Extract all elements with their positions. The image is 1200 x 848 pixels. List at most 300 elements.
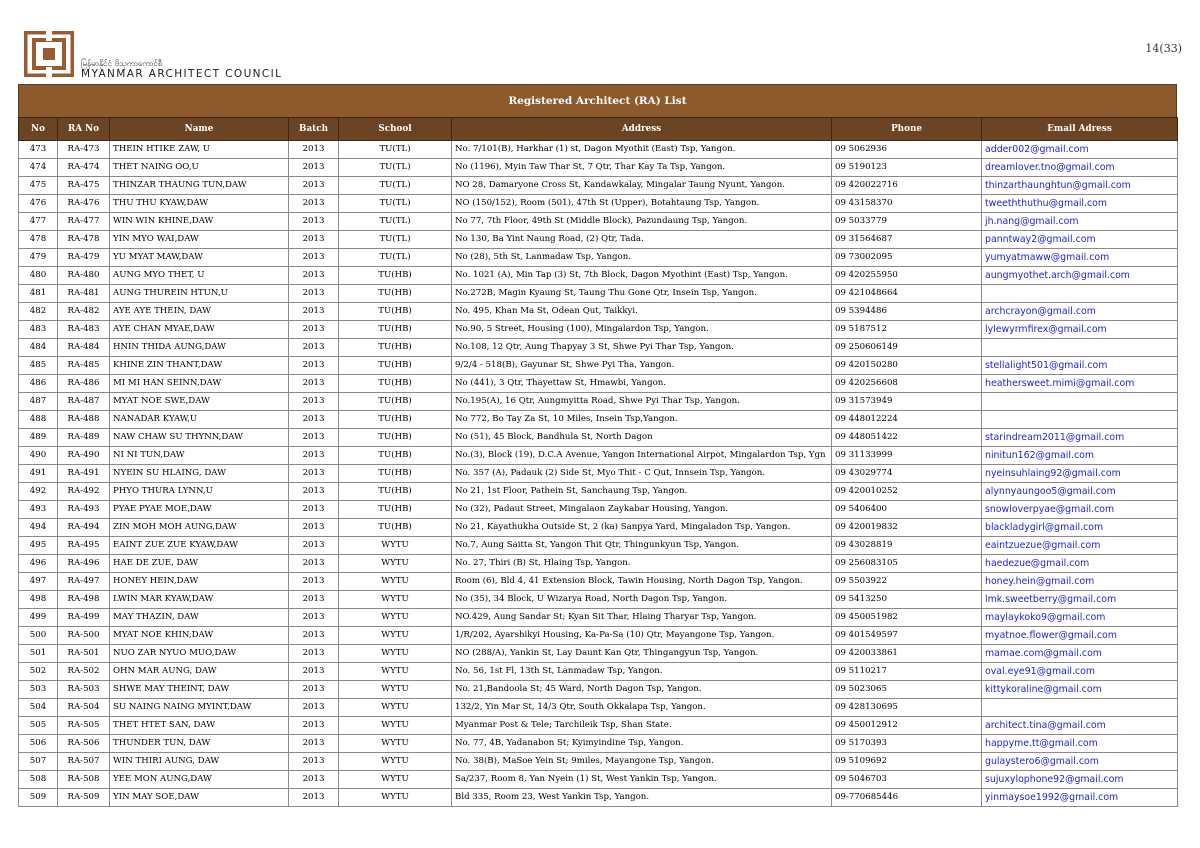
col-no-cell: 495: [19, 537, 58, 555]
col-no-cell: 503: [19, 681, 58, 699]
col-name-cell: YIN MYO WAI,DAW: [110, 231, 289, 249]
col-phone-cell: 09 420256608: [832, 375, 982, 393]
col-batch-cell: 2013: [289, 789, 339, 807]
col-phone-cell: 09 421048664: [832, 285, 982, 303]
col-ra-no-cell: RA-481: [58, 285, 110, 303]
org-name-english: MYANMAR ARCHITECT COUNCIL: [81, 68, 283, 80]
col-ra-no-cell: RA-484: [58, 339, 110, 357]
col-email-cell: [982, 411, 1178, 429]
col-ra-no-header: RA No: [58, 118, 110, 141]
col-email-cell[interactable]: lylewyrmfirex@gmail.com: [982, 321, 1178, 339]
col-name-cell: HAE DE ZUE, DAW: [110, 555, 289, 573]
col-no-cell: 489: [19, 429, 58, 447]
col-no-cell: 487: [19, 393, 58, 411]
col-school-cell: TU(HB): [339, 447, 452, 465]
col-phone-cell: 09 73002095: [832, 249, 982, 267]
col-ra-no-cell: RA-475: [58, 177, 110, 195]
col-batch-cell: 2013: [289, 231, 339, 249]
col-address-cell: Bld 335, Room 23, West Yankin Tsp, Yangon.: [452, 789, 832, 807]
col-name-cell: MI MI HAN SEINN,DAW: [110, 375, 289, 393]
col-no-cell: 482: [19, 303, 58, 321]
col-email-cell[interactable]: oval.eye91@gmail.com: [982, 663, 1178, 681]
col-phone-cell: 09 5406400: [832, 501, 982, 519]
col-name-cell: PYAE PYAE MOE,DAW: [110, 501, 289, 519]
col-no-cell: 475: [19, 177, 58, 195]
col-address-cell: No (32), Padaut Street, Mingalaon Zaykabar Housing, Yangon.: [452, 501, 832, 519]
col-no-cell: 490: [19, 447, 58, 465]
col-email-cell[interactable]: stellalight501@gmail.com: [982, 357, 1178, 375]
col-ra-no-cell: RA-476: [58, 195, 110, 213]
col-ra-no-cell: RA-507: [58, 753, 110, 771]
col-ra-no-cell: RA-504: [58, 699, 110, 717]
col-ra-no-cell: RA-482: [58, 303, 110, 321]
col-phone-cell: 09 31573949: [832, 393, 982, 411]
col-email-cell[interactable]: alynnyaungoo5@gmail.com: [982, 483, 1178, 501]
col-address-cell: No 772, Bo Tay Za St, 10 Miles, Insein Tsp,Yangon.: [452, 411, 832, 429]
table-row: [19, 591, 1178, 609]
col-no-cell: 491: [19, 465, 58, 483]
col-school-cell: TU(TL): [339, 195, 452, 213]
col-phone-cell: 09 43028819: [832, 537, 982, 555]
col-name-cell: NANADAR KYAW,U: [110, 411, 289, 429]
col-name-cell: AYE CHAN MYAE,DAW: [110, 321, 289, 339]
col-name-cell: THEIN HTIKE ZAW, U: [110, 141, 289, 159]
col-no-cell: 480: [19, 267, 58, 285]
table-row: [19, 483, 1178, 501]
col-no-cell: 479: [19, 249, 58, 267]
col-address-cell: No.272B, Magin Kyaung St, Taung Thu Gone Qtr, Insein Tsp, Yangon.: [452, 285, 832, 303]
col-batch-cell: 2013: [289, 429, 339, 447]
col-phone-cell: 09 5187512: [832, 321, 982, 339]
col-batch-cell: 2013: [289, 501, 339, 519]
col-no-cell: 492: [19, 483, 58, 501]
col-no-cell: 508: [19, 771, 58, 789]
col-school-cell: TU(HB): [339, 501, 452, 519]
table-row: [19, 231, 1178, 249]
col-school-cell: TU(TL): [339, 141, 452, 159]
col-email-cell[interactable]: archcrayon@gmail.com: [982, 303, 1178, 321]
col-name-cell: MYAT NOE SWE,DAW: [110, 393, 289, 411]
col-email-cell[interactable]: blackladygirl@gmail.com: [982, 519, 1178, 537]
col-phone-cell: 09 256083105: [832, 555, 982, 573]
col-no-cell: 478: [19, 231, 58, 249]
col-no-cell: 501: [19, 645, 58, 663]
col-school-cell: TU(HB): [339, 339, 452, 357]
col-email-cell: [982, 339, 1178, 357]
col-address-cell: No (28), 5th St, Lanmadaw Tsp, Yangon.: [452, 249, 832, 267]
col-phone-cell: 09 450051982: [832, 609, 982, 627]
col-email-cell[interactable]: jh.nang@gmail.com: [982, 213, 1178, 231]
col-no-cell: 504: [19, 699, 58, 717]
col-email-cell[interactable]: myatnoe.flower@gmail.com: [982, 627, 1178, 645]
col-batch-cell: 2013: [289, 735, 339, 753]
col-no-cell: 481: [19, 285, 58, 303]
col-phone-cell: 09 448012224: [832, 411, 982, 429]
col-batch-cell: 2013: [289, 447, 339, 465]
col-no-cell: 494: [19, 519, 58, 537]
col-address-cell: NO 28, Damaryone Cross St, Kandawkalay, Mingalar Taung Nyunt, Yangon.: [452, 177, 832, 195]
table-row: [19, 789, 1178, 807]
col-ra-no-cell: RA-502: [58, 663, 110, 681]
col-email-cell[interactable]: starindream2011@gmail.com: [982, 429, 1178, 447]
col-email-cell[interactable]: snowloverpyae@gmail.com: [982, 501, 1178, 519]
table-row: [19, 213, 1178, 231]
col-ra-no-cell: RA-503: [58, 681, 110, 699]
col-email-cell[interactable]: gulaystero6@gmail.com: [982, 753, 1178, 771]
ra-table: [18, 117, 1178, 807]
col-address-cell: No (51), 45 Block, Bandhula St, North Dagon: [452, 429, 832, 447]
col-ra-no-cell: RA-485: [58, 357, 110, 375]
col-email-cell[interactable]: nyeinsuhlaing92@gmail.com: [982, 465, 1178, 483]
col-batch-cell: 2013: [289, 375, 339, 393]
col-no-cell: 474: [19, 159, 58, 177]
col-school-cell: WYTU: [339, 555, 452, 573]
col-address-cell: No (1196), Myin Taw Thar St, 7 Qtr, Thar Kay Ta Tsp, Yangon.: [452, 159, 832, 177]
col-email-cell[interactable]: aungmyothet.arch@gmail.com: [982, 267, 1178, 285]
col-ra-no-cell: RA-499: [58, 609, 110, 627]
col-phone-cell: 09 5110217: [832, 663, 982, 681]
table-row: [19, 321, 1178, 339]
col-no-cell: 493: [19, 501, 58, 519]
col-email-cell[interactable]: maylaykoko9@gmail.com: [982, 609, 1178, 627]
col-no-cell: 505: [19, 717, 58, 735]
col-phone-cell: 09 5109692: [832, 753, 982, 771]
col-ra-no-cell: RA-478: [58, 231, 110, 249]
col-email-cell[interactable]: thinzarthaunghtun@gmail.com: [982, 177, 1178, 195]
col-phone-cell: 09 420033861: [832, 645, 982, 663]
table-header-row: [19, 118, 1178, 141]
table-row: [19, 141, 1178, 159]
table-row: [19, 411, 1178, 429]
col-email-cell: [982, 393, 1178, 411]
col-school-cell: WYTU: [339, 771, 452, 789]
col-phone-cell: 09 5046703: [832, 771, 982, 789]
col-school-cell: WYTU: [339, 699, 452, 717]
table-row: [19, 339, 1178, 357]
table-row: [19, 753, 1178, 771]
col-phone-cell: 09 31564687: [832, 231, 982, 249]
col-batch-cell: 2013: [289, 357, 339, 375]
col-name-cell: NAW CHAW SU THYNN,DAW: [110, 429, 289, 447]
col-batch-cell: 2013: [289, 141, 339, 159]
col-email-cell[interactable]: ninitun162@gmail.com: [982, 447, 1178, 465]
col-email-cell[interactable]: eaintzuezue@gmail.com: [982, 537, 1178, 555]
col-phone-cell: 09 401549597: [832, 627, 982, 645]
col-name-cell: KHINE ZIN THANT,DAW: [110, 357, 289, 375]
col-address-cell: No 77, 7th Floor, 49th St (Middle Block), Pazundaung Tsp, Yangon.: [452, 213, 832, 231]
col-school-cell: TU(TL): [339, 249, 452, 267]
col-email-cell[interactable]: dreamlover.tno@gmail.com: [982, 159, 1178, 177]
col-no-cell: 488: [19, 411, 58, 429]
col-batch-cell: 2013: [289, 285, 339, 303]
col-school-cell: WYTU: [339, 591, 452, 609]
col-email-cell[interactable]: haedezue@gmail.com: [982, 555, 1178, 573]
col-school-cell: WYTU: [339, 645, 452, 663]
col-school-cell: WYTU: [339, 753, 452, 771]
col-name-cell: MAY THAZIN, DAW: [110, 609, 289, 627]
col-address-cell: No.7, Aung Saitta St, Yangon Thit Qtr, Thingunkyun Tsp, Yangon.: [452, 537, 832, 555]
col-email-cell[interactable]: honey.hein@gmail.com: [982, 573, 1178, 591]
table-row: [19, 393, 1178, 411]
col-ra-no-cell: RA-498: [58, 591, 110, 609]
col-name-cell: YU MYAT MAW,DAW: [110, 249, 289, 267]
col-batch-cell: 2013: [289, 591, 339, 609]
col-address-cell: No. 1021 (A), Min Tap (3) St, 7th Block, Dagon Myothint (East) Tsp, Yangon.: [452, 267, 832, 285]
col-school-cell: WYTU: [339, 663, 452, 681]
col-school-cell: TU(HB): [339, 357, 452, 375]
col-address-cell: No. 38(B), MaSoe Yein St; 9miles, Mayangone Tsp, Yangon.: [452, 753, 832, 771]
col-phone-cell: 09 420150280: [832, 357, 982, 375]
col-ra-no-cell: RA-487: [58, 393, 110, 411]
col-email-cell: [982, 699, 1178, 717]
col-address-cell: NO (150/152), Room (501), 47th St (Upper), Botahtaung Tsp, Yangon.: [452, 195, 832, 213]
table-row: [19, 303, 1178, 321]
col-no-cell: 486: [19, 375, 58, 393]
col-no-cell: 473: [19, 141, 58, 159]
col-address-cell: No.195(A), 16 Qtr, Aungmyitta Road, Shwe Pyi Thar Tsp, Yangon.: [452, 393, 832, 411]
col-no-cell: 497: [19, 573, 58, 591]
col-name-cell: MYAT NOE KHIN,DAW: [110, 627, 289, 645]
table-row: [19, 501, 1178, 519]
table-row: [19, 609, 1178, 627]
col-ra-no-cell: RA-473: [58, 141, 110, 159]
col-address-cell: Sa/237, Room 8, Yan Nyein (1) St, West Yankin Tsp, Yangon.: [452, 771, 832, 789]
col-email-cell[interactable]: lmk.sweetberry@gmail.com: [982, 591, 1178, 609]
col-school-cell: TU(TL): [339, 231, 452, 249]
table-row: [19, 447, 1178, 465]
col-email-cell[interactable]: adder002@gmail.com: [982, 141, 1178, 159]
col-batch-cell: 2013: [289, 159, 339, 177]
col-email-cell[interactable]: yumyatmaww@gmail.com: [982, 249, 1178, 267]
col-no-cell: 506: [19, 735, 58, 753]
table-row: [19, 537, 1178, 555]
col-email-cell[interactable]: mamae.com@gmail.com: [982, 645, 1178, 663]
col-address-cell: No. 357 (A), Padauk (2) Side St, Myo Thit - C Qut, Innsein Tsp, Yangon.: [452, 465, 832, 483]
table-title: Registered Architect (RA) List: [18, 84, 1177, 117]
col-phone-cell: 09 5062936: [832, 141, 982, 159]
table-row: [19, 681, 1178, 699]
table-row: [19, 555, 1178, 573]
table-row: [19, 717, 1178, 735]
col-no-cell: 496: [19, 555, 58, 573]
col-school-cell: WYTU: [339, 735, 452, 753]
col-phone-cell: 09 450012912: [832, 717, 982, 735]
col-school-cell: WYTU: [339, 717, 452, 735]
col-name-cell: SHWE MAY THEINT, DAW: [110, 681, 289, 699]
col-no-cell: 477: [19, 213, 58, 231]
col-batch-cell: 2013: [289, 303, 339, 321]
col-ra-no-cell: RA-483: [58, 321, 110, 339]
col-phone-cell: 09 428130695: [832, 699, 982, 717]
col-name-cell: HNIN THIDA AUNG,DAW: [110, 339, 289, 357]
col-batch-cell: 2013: [289, 339, 339, 357]
col-phone-cell: 09-770685446: [832, 789, 982, 807]
col-no-cell: 499: [19, 609, 58, 627]
col-batch-cell: 2013: [289, 555, 339, 573]
col-ra-no-cell: RA-493: [58, 501, 110, 519]
col-no-cell: 476: [19, 195, 58, 213]
col-name-cell: AUNG MYO THET, U: [110, 267, 289, 285]
col-address-cell: No 21, Kayathukha Outside St, 2 (ka) Sanpya Yard, Mingaladon Tsp, Yangon.: [452, 519, 832, 537]
col-no-cell: 502: [19, 663, 58, 681]
col-no-cell: 500: [19, 627, 58, 645]
col-phone-cell: 09 420255950: [832, 267, 982, 285]
col-ra-no-cell: RA-477: [58, 213, 110, 231]
col-name-cell: AYE AYE THEIN, DAW: [110, 303, 289, 321]
col-school-cell: TU(HB): [339, 393, 452, 411]
col-batch-cell: 2013: [289, 771, 339, 789]
col-ra-no-cell: RA-506: [58, 735, 110, 753]
col-address-cell: Myanmar Post & Tele; Tarchileik Tsp, Shan State.: [452, 717, 832, 735]
col-address-cell: 1/R/202, Ayarshikyi Housing, Ka-Pa-Sa (10) Qtr, Mayangone Tsp, Yangon.: [452, 627, 832, 645]
col-ra-no-cell: RA-505: [58, 717, 110, 735]
col-phone-cell: 09 5033779: [832, 213, 982, 231]
col-name-cell: NI NI TUN,DAW: [110, 447, 289, 465]
col-address-cell: No (441), 3 Qtr, Thayettaw St, Hmawbi, Yangon.: [452, 375, 832, 393]
table-row: [19, 627, 1178, 645]
col-email-cell[interactable]: yinmaysoe1992@gmail.com: [982, 789, 1178, 807]
col-address-cell: No. 7/101(B), Harkhar (1) st, Dagon Myothit (East) Tsp, Yangon.: [452, 141, 832, 159]
col-email-cell[interactable]: architect.tina@gmail.com: [982, 717, 1178, 735]
col-name-cell: THET NAING OO,U: [110, 159, 289, 177]
col-email-cell[interactable]: happyme.tt@gmail.com: [982, 735, 1178, 753]
col-school-cell: TU(HB): [339, 465, 452, 483]
col-email-cell: [982, 285, 1178, 303]
col-batch-cell: 2013: [289, 573, 339, 591]
col-phone-cell: 09 43158370: [832, 195, 982, 213]
col-no-cell: 485: [19, 357, 58, 375]
table-row: [19, 285, 1178, 303]
col-school-cell: TU(HB): [339, 483, 452, 501]
col-email-cell[interactable]: kittykoraline@gmail.com: [982, 681, 1178, 699]
table-row: [19, 573, 1178, 591]
col-batch-cell: 2013: [289, 213, 339, 231]
col-school-cell: TU(HB): [339, 285, 452, 303]
col-phone-cell: 09 420019832: [832, 519, 982, 537]
col-name-cell: WIN WIN KHINE,DAW: [110, 213, 289, 231]
col-ra-no-cell: RA-496: [58, 555, 110, 573]
col-email-header: Email Adress: [982, 118, 1178, 141]
col-address-cell: No. 27, Thiri (B) St, Hlaing Tsp, Yangon.: [452, 555, 832, 573]
col-name-cell: ZIN MOH MOH AUNG,DAW: [110, 519, 289, 537]
col-address-cell: NO (288/A), Yankin St, Lay Daunt Kan Qtr, Thingangyun Tsp, Yangon.: [452, 645, 832, 663]
col-school-cell: TU(HB): [339, 375, 452, 393]
col-phone-cell: 09 5170393: [832, 735, 982, 753]
col-phone-cell: 09 250606149: [832, 339, 982, 357]
col-school-cell: WYTU: [339, 789, 452, 807]
table-row: [19, 735, 1178, 753]
col-address-cell: No.(3), Block (19), D.C.A Avenue, Yangon International Airpot, Mingalardon Tsp, Ygn: [452, 447, 832, 465]
col-batch-cell: 2013: [289, 195, 339, 213]
col-school-cell: TU(HB): [339, 519, 452, 537]
col-school-cell: TU(HB): [339, 303, 452, 321]
col-address-cell: No 130, Ba Yint Naung Road, (2) Qtr, Tada.: [452, 231, 832, 249]
col-address-cell: No. 56, 1st Fl, 13th St, Lanmadaw Tsp, Yangon.: [452, 663, 832, 681]
col-school-cell: TU(HB): [339, 411, 452, 429]
col-batch-cell: 2013: [289, 645, 339, 663]
page-number: 14(33): [1145, 42, 1182, 55]
col-name-cell: NYEIN SU HLAING, DAW: [110, 465, 289, 483]
col-address-cell: No (35), 34 Block, U Wizarya Road, North Dagon Tsp, Yangon.: [452, 591, 832, 609]
col-ra-no-cell: RA-492: [58, 483, 110, 501]
col-ra-no-cell: RA-489: [58, 429, 110, 447]
ra-list-sheet: [18, 84, 1177, 807]
col-ra-no-cell: RA-494: [58, 519, 110, 537]
col-no-cell: 498: [19, 591, 58, 609]
col-no-cell: 484: [19, 339, 58, 357]
col-ra-no-cell: RA-491: [58, 465, 110, 483]
col-batch-cell: 2013: [289, 249, 339, 267]
col-ra-no-cell: RA-474: [58, 159, 110, 177]
table-row: [19, 177, 1178, 195]
table-row: [19, 465, 1178, 483]
col-address-cell: No.108, 12 Qtr, Aung Thapyay 3 St, Shwe Pyi Thar Tsp, Yangon.: [452, 339, 832, 357]
col-batch-cell: 2013: [289, 465, 339, 483]
col-ra-no-cell: RA-486: [58, 375, 110, 393]
col-batch-cell: 2013: [289, 699, 339, 717]
col-name-cell: THINZAR THAUNG TUN,DAW: [110, 177, 289, 195]
col-email-cell[interactable]: sujuxylophone92@gmail.com: [982, 771, 1178, 789]
table-row: [19, 771, 1178, 789]
col-batch-cell: 2013: [289, 393, 339, 411]
col-batch-header: Batch: [289, 118, 339, 141]
col-email-cell[interactable]: heathersweet.mimi@gmail.com: [982, 375, 1178, 393]
col-address-cell: 132/2, Yin Mar St, 14/3 Qtr, South Okkalapa Tsp, Yangon.: [452, 699, 832, 717]
col-name-cell: AUNG THUREIN HTUN,U: [110, 285, 289, 303]
col-address-cell: Room (6), Bld 4, 41 Extension Block, Tawin Housing, North Dagon Tsp, Yangon.: [452, 573, 832, 591]
table-row: [19, 375, 1178, 393]
col-school-cell: WYTU: [339, 537, 452, 555]
col-ra-no-cell: RA-488: [58, 411, 110, 429]
col-no-cell: 509: [19, 789, 58, 807]
col-email-cell[interactable]: panntway2@gmail.com: [982, 231, 1178, 249]
col-school-cell: TU(TL): [339, 177, 452, 195]
col-batch-cell: 2013: [289, 483, 339, 501]
col-ra-no-cell: RA-490: [58, 447, 110, 465]
col-batch-cell: 2013: [289, 537, 339, 555]
col-address-cell: No. 77, 4B, Yadanabon St; Kyimyindine Tsp, Yangon.: [452, 735, 832, 753]
col-phone-cell: 09 5503922: [832, 573, 982, 591]
col-name-cell: HONEY HEIN,DAW: [110, 573, 289, 591]
table-row: [19, 429, 1178, 447]
col-name-cell: WIN THIRI AUNG, DAW: [110, 753, 289, 771]
col-address-header: Address: [452, 118, 832, 141]
col-phone-header: Phone: [832, 118, 982, 141]
col-batch-cell: 2013: [289, 681, 339, 699]
col-name-cell: PHYO THURA LYNN,U: [110, 483, 289, 501]
table-body: [19, 141, 1178, 807]
col-batch-cell: 2013: [289, 519, 339, 537]
col-address-cell: NO.429, Aung Sandar St; Kyan Sit Thar, Hlaing Tharyar Tsp, Yangon.: [452, 609, 832, 627]
col-phone-cell: 09 420010252: [832, 483, 982, 501]
table-row: [19, 357, 1178, 375]
col-name-cell: LWIN MAR KYAW,DAW: [110, 591, 289, 609]
col-address-cell: No. 495, Khan Ma St, Odean Qut, Taikkyi.: [452, 303, 832, 321]
col-email-cell[interactable]: tweeththuthu@gmail.com: [982, 195, 1178, 213]
table-row: [19, 699, 1178, 717]
col-ra-no-cell: RA-480: [58, 267, 110, 285]
table-row: [19, 159, 1178, 177]
council-logo-icon: [24, 31, 74, 77]
council-logo: [24, 31, 74, 77]
col-batch-cell: 2013: [289, 717, 339, 735]
col-school-cell: TU(HB): [339, 321, 452, 339]
col-name-header: Name: [110, 118, 289, 141]
col-name-cell: NUO ZAR NYUO MUO,DAW: [110, 645, 289, 663]
col-batch-cell: 2013: [289, 609, 339, 627]
col-name-cell: SU NAING NAING MYINT,DAW: [110, 699, 289, 717]
col-school-cell: WYTU: [339, 627, 452, 645]
